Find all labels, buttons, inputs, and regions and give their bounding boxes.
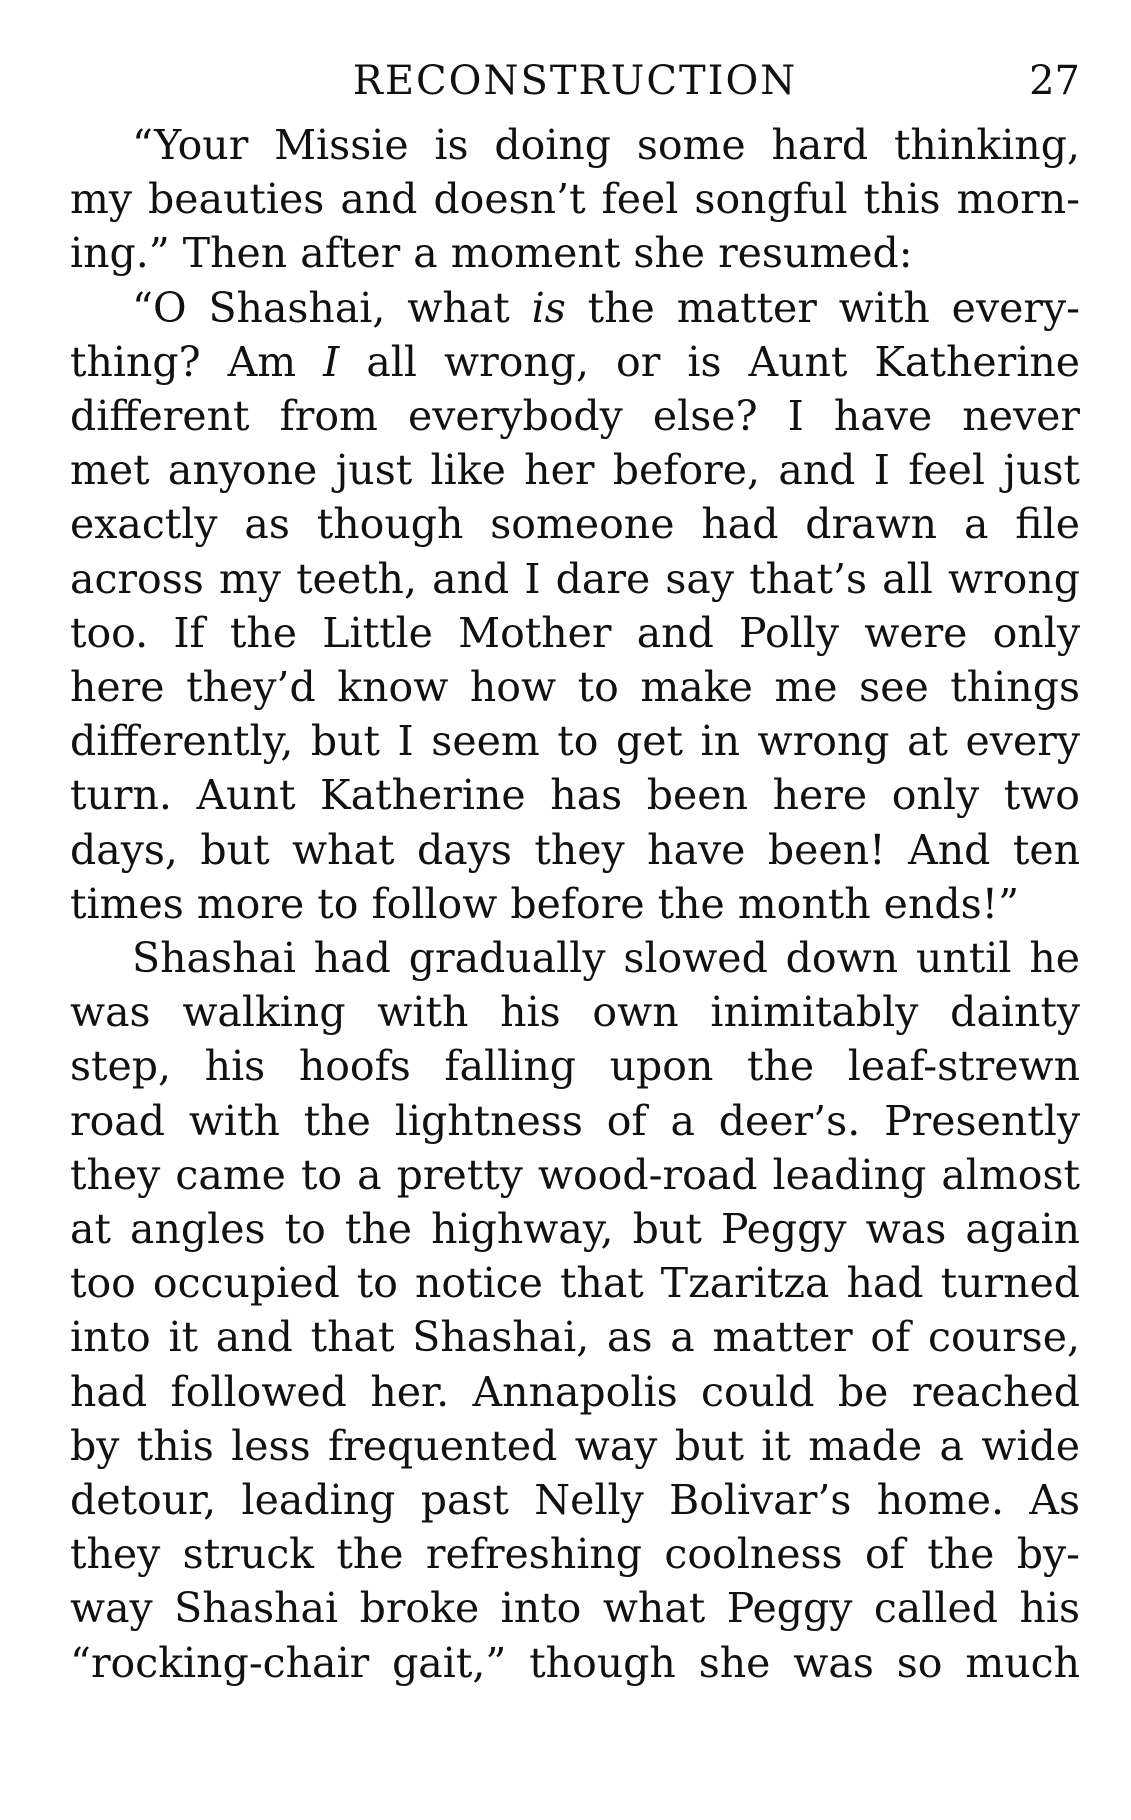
text-line: different from everybody else? I have never [70, 392, 1080, 441]
text-line: differently, but I seem to get in wrong at every [70, 717, 1080, 766]
text-line: Shashai had gradually slowed down until he [132, 934, 1080, 983]
text-line: was walking with his own inimitably dainty [70, 988, 1080, 1037]
text-line: into it and that Shashai, as a matter of course, [70, 1313, 1080, 1362]
running-header [70, 58, 1080, 118]
text-line: way Shashai broke into what Peggy called his [70, 1584, 1080, 1633]
text-line: they struck the refreshing coolness of the by- [70, 1530, 1080, 1579]
text-line: “Your Missie is doing some hard thinking, [132, 121, 1080, 169]
paragraph [70, 931, 1080, 1690]
text-line: step, his hoofs falling upon the leaf-strewn [70, 1042, 1080, 1091]
body-text [70, 118, 1080, 1690]
text-line: at angles to the highway, but Peggy was again [70, 1205, 1080, 1254]
text-line: detour, leading past Nelly Bolivar’s home. As [70, 1476, 1080, 1525]
book-page [70, 58, 1080, 1690]
text-line: days, but what days they have been! And ten [70, 825, 1080, 874]
text-line: “O Shashai, what is the matter with every- [132, 283, 1080, 332]
text-line: “rocking-chair gait,” though she was so much [70, 1638, 1080, 1687]
text-line: met anyone just like her before, and I feel just [70, 446, 1080, 495]
text-line: here they’d know how to make me see things [70, 663, 1080, 712]
text-line: thing? Am I all wrong, or is Aunt Katherine [70, 337, 1080, 386]
chapter-title: RECONSTRUCTION [352, 58, 798, 104]
text-line: ing.” Then after a moment she resumed: [70, 229, 913, 278]
paragraph [70, 281, 1080, 931]
text-line: too occupied to notice that Tzaritza had turned [70, 1259, 1080, 1308]
page-number: 27 [1029, 58, 1080, 104]
text-line: turn. Aunt Katherine has been here only two [70, 771, 1080, 820]
text-line: across my teeth, and I dare say that’s all wrong [70, 554, 1080, 603]
text-line: road with the lightness of a deer’s. Presently [70, 1096, 1080, 1145]
text-line: exactly as though someone had drawn a file [70, 500, 1080, 549]
text-line: they came to a pretty wood-road leading almost [70, 1150, 1080, 1199]
emphasis-text: I [323, 337, 340, 386]
emphasis-text: is [531, 283, 566, 332]
paragraph [70, 118, 1080, 281]
text-line: had followed her. Annapolis could be reached [70, 1367, 1080, 1416]
text-line: by this less frequented way but it made a wide [70, 1421, 1080, 1470]
text-line: times more to follow before the month ends!” [70, 879, 1020, 928]
text-line: my beauties and doesn’t feel songful this morn- [70, 175, 1080, 224]
text-line: too. If the Little Mother and Polly were only [70, 608, 1080, 657]
